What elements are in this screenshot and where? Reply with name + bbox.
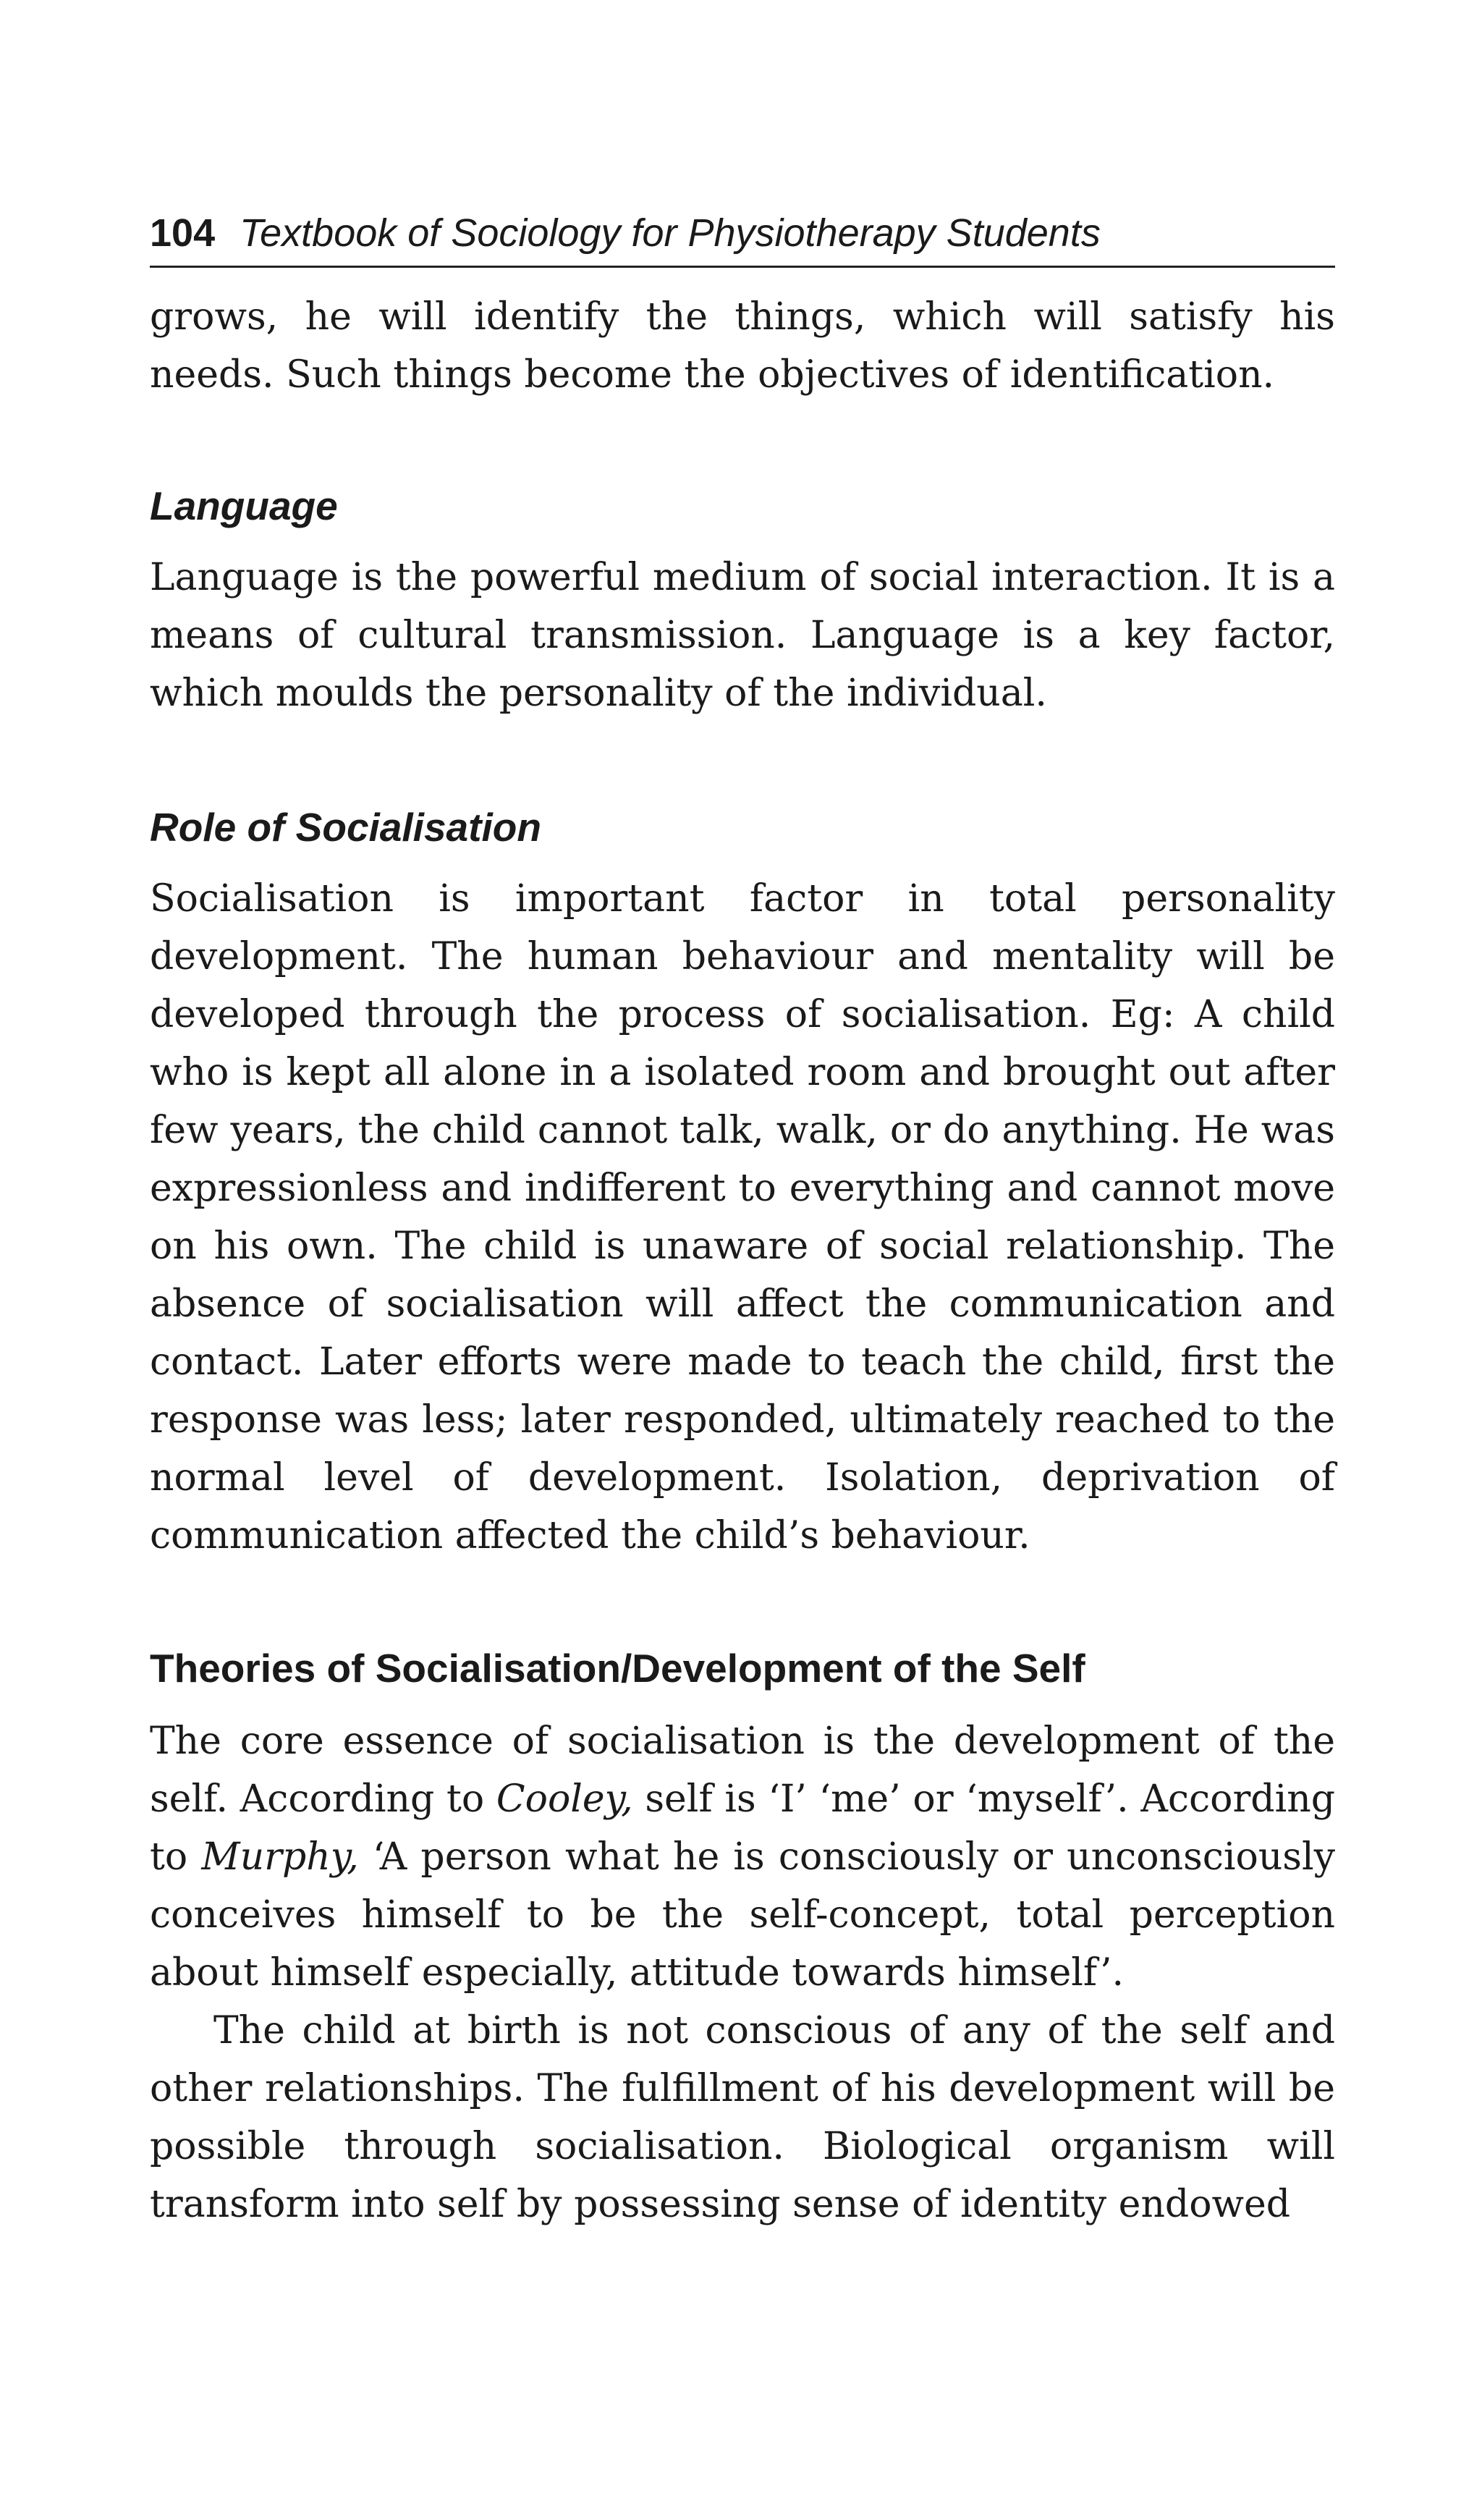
role-of-socialisation-paragraph: Socialisation is important factor in total personality development. The human behaviour and mentality will be developed through the process of socialisation. Eg: A child who is kept all alone in a isolated room and brought out after few years, the child cannot talk, walk, or do anything. He was expressionless and indifferent to everything and cannot move on his own. The child is unaware of social relationship. The absence of socialisation will affect the communication and contact. Later efforts were made to teach the child, first the response was less; later responded, ultimately reached to the normal level of development. Isolation, deprivation of communication affected the child’s behaviour. bbox=[150, 876, 1335, 1557]
theories-p1-text-1: The core essence of socialisation is the development of the self. According to bbox=[150, 1719, 1335, 1821]
theories-p1-text-3: ‘A person what he is consciously or unconsciously conceives himself to be the self-concept, total perception about himself especially, attitude towards himself’. bbox=[150, 1835, 1336, 1995]
book-title: Textbook of Sociology for Physiotherapy Students bbox=[240, 211, 1101, 255]
murphy-name: Murphy, bbox=[201, 1835, 359, 1879]
running-head bbox=[150, 210, 1335, 268]
role-of-socialisation-heading: Role of Socialisation bbox=[150, 804, 541, 850]
book-page bbox=[150, 210, 1335, 2233]
theories-heading: Theories of Socialisation/Development of the Self bbox=[150, 1645, 1085, 1691]
cooley-name: Cooley, bbox=[496, 1777, 633, 1821]
language-heading: Language bbox=[150, 483, 338, 528]
theories-paragraph-2: The child at birth is not conscious of any of the self and other relationships. The fulfillment of his development will be possible through socialisation. Biological organism will transform into self by possessing sense of identity endowed bbox=[150, 2008, 1335, 2226]
page-number: 104 bbox=[150, 211, 216, 255]
language-paragraph: Language is the powerful medium of social interaction. It is a means of cultural transmission. Language is a key factor, which moulds the personality of the individual. bbox=[150, 555, 1335, 715]
theories-paragraph-1 bbox=[150, 1712, 1335, 2002]
intro-paragraph: grows, he will identify the things, which will satisfy his needs. Such things become the objectives of identification. bbox=[150, 295, 1335, 397]
theories-p1-text-2: self is ‘I’ ‘me’ or ‘myself’. According to bbox=[150, 1777, 1335, 1879]
